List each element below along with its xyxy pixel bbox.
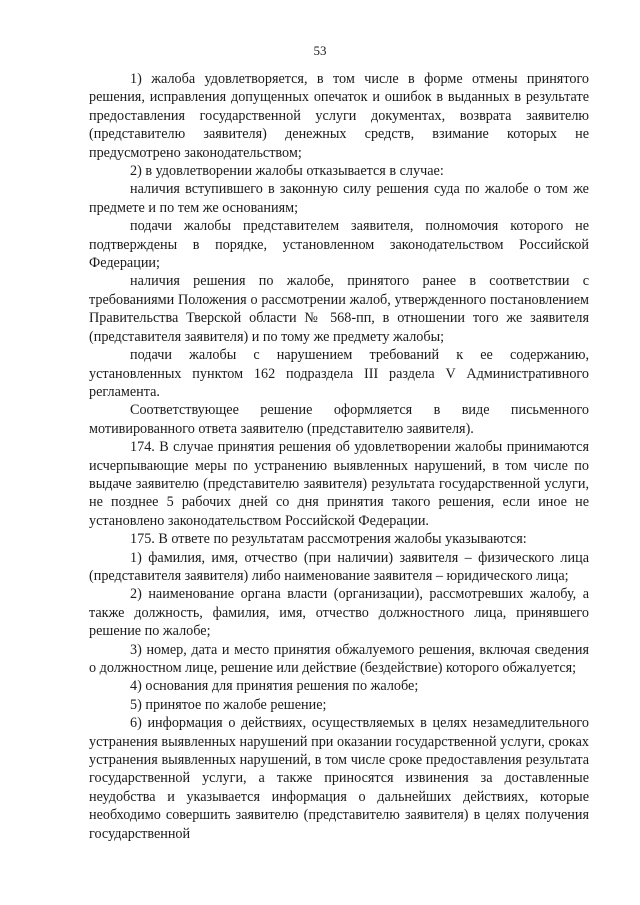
page-number: 53	[313, 43, 327, 58]
paragraph: подачи жалобы с нарушением требований к ее содержанию, установленных пунктом 162 подраздела III раздела V Административного регламента.	[89, 347, 589, 400]
paragraph: 6) информация о действиях, осуществляемых в целях незамедлительного устранения выявленных нарушений при оказании государственной услуги, сроках устранения выявленных нарушений, в том числе сроке предоставления результата государственной услуги, а также приносятся извинения за доставленные неудобства и указывается информация о дальнейших действиях, которые необходимо совершить заявителю (представителю заявителя) в целях получения государственной	[89, 715, 589, 842]
paragraph: 174. В случае принятия решения об удовлетворении жалобы принимаются исчерпывающие меры по устранению выявленных нарушений, в том числе по выдаче заявителю (представителю заявителя) результата государственной услуги, не позднее 5 рабочих дней со дня принятия такого решения, если иное не установлено законодательством Российской Федерации.	[89, 439, 589, 529]
paragraph: 175. В ответе по результатам рассмотрения жалобы указываются:	[130, 531, 527, 548]
paragraph: Соответствующее решение оформляется в виде письменного мотивированного ответа заявителю (представителю заявителя).	[89, 402, 589, 437]
paragraph: наличия вступившего в законную силу решения суда по жалобе о том же предмете и по тем же основаниям;	[89, 181, 589, 216]
paragraph: 2) наименование органа власти (организации), рассмотревших жалобу, а также должность, фамилия, имя, отчество должностного лица, принявшего решение по жалобе;	[89, 586, 589, 640]
paragraph: 1) фамилия, имя, отчество (при наличии) заявителя – физического лица (представителя заявителя) либо наименование заявителя – юридического лица;	[89, 549, 589, 584]
paragraph: 5) принятое по жалобе решение;	[130, 696, 327, 713]
paragraph: 3) номер, дата и место принятия обжалуемого решения, включая сведения о должностном лице, решение или действие (бездействие) которого обжалуется;	[89, 641, 589, 676]
paragraph: 4) основания для принятия решения по жалобе;	[130, 678, 419, 695]
paragraph: подачи жалобы представителем заявителя, полномочия которого не подтверждены в порядке, установленном законодательством Российской Федерации;	[89, 218, 589, 272]
document-body	[89, 70, 589, 843]
paragraph: наличия решения по жалобе, принятого ранее в соответствии с требованиями Положения о рассмотрении жалоб, утвержденного постановлением Правительства Тверской области № 568-пп, в отношении того же заявителя (представителя заявителя) и по тому же предмету жалобы;	[89, 273, 589, 345]
paragraph: 2) в удовлетворении жалобы отказывается в случае:	[130, 163, 444, 180]
paragraph: 1) жалоба удовлетворяется, в том числе в форме отмены принятого решения, исправления допущенных опечаток и ошибок в выданных в результате предоставления государственной услуги документах, возврата заявителю (представителю заявителя) денежных средств, взимание которых не предусмотрено законодательством;	[89, 71, 589, 161]
